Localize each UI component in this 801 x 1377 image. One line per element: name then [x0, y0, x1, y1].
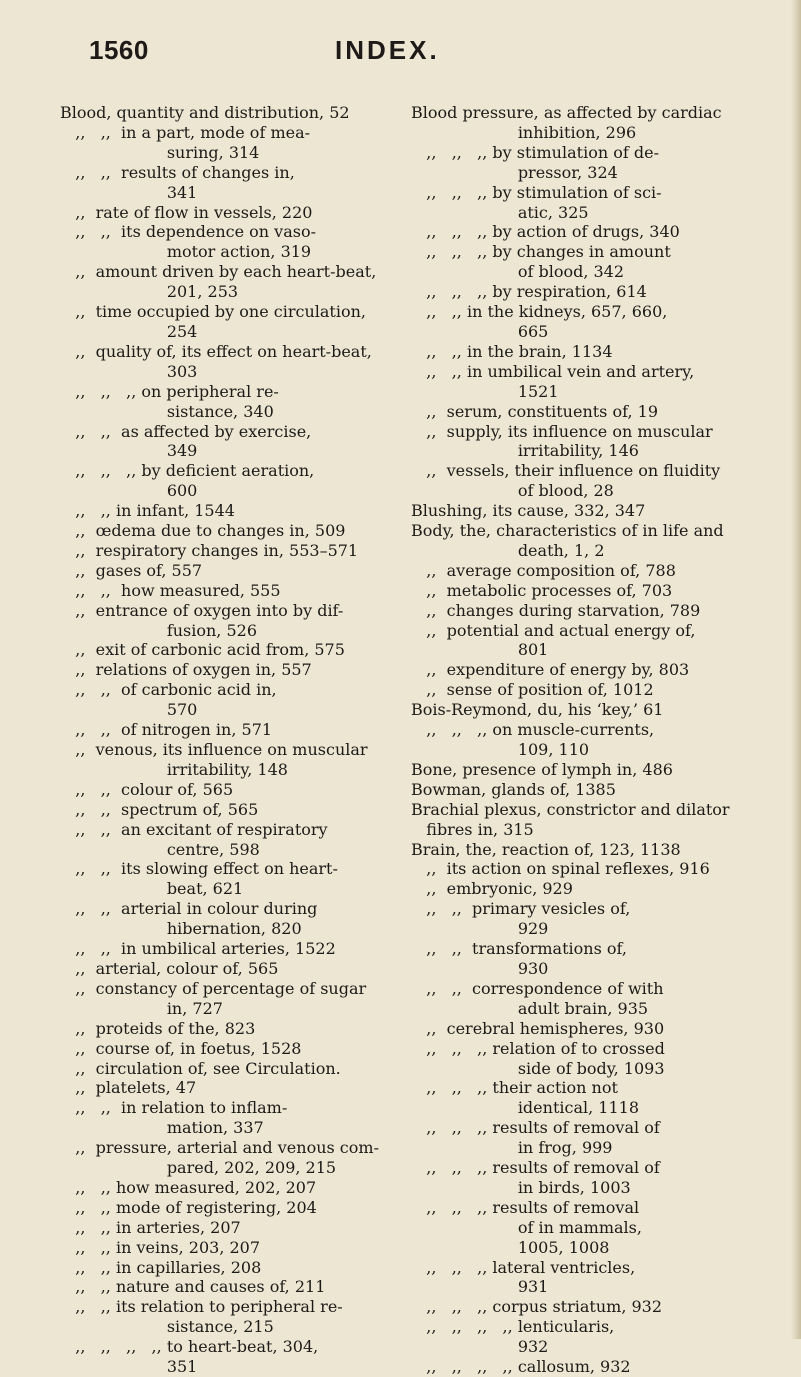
index-entry-line: ,, respiratory changes in, 553–571 — [60, 540, 359, 560]
index-entry-line: ,, constancy of percentage of sugar — [60, 978, 367, 998]
index-entry-line: 254 — [60, 321, 198, 341]
index-entry-line: ,, rate of flow in vessels, 220 — [60, 202, 313, 222]
index-entry-line: ,, relations of oxygen in, 557 — [60, 660, 312, 680]
index-entry-line: 109, 110 — [411, 740, 590, 759]
index-entry-line: 600 — [60, 481, 198, 501]
index-entry-line: 665 — [411, 321, 549, 341]
index-entry-line: ,, its action on spinal reflexes, 916 — [411, 859, 710, 879]
index-entry-line: ,, ,, primary vesicles of, — [411, 899, 631, 919]
index-entry-line: 349 — [60, 441, 198, 461]
index-entry-line: ,, course of, in foetus, 1528 — [60, 1038, 302, 1058]
index-entry-line: Bowman, glands of, 1385 — [411, 779, 616, 799]
index-entry-line: ,, arterial, colour of, 565 — [60, 958, 279, 978]
index-entry-line: ,, ,, of nitrogen in, 571 — [60, 720, 273, 740]
index-entry-line: ,, ,, in arteries, 207 — [60, 1217, 241, 1237]
index-entry-line: Blushing, its cause, 332, 347 — [411, 501, 646, 521]
index-entry-line: irritability, 148 — [60, 759, 288, 779]
index-entry-line: ,, ,, in infant, 1544 — [60, 501, 235, 521]
page-title: INDEX. — [335, 35, 440, 65]
index-entry-line: ,, ,, how measured, 555 — [60, 580, 281, 600]
index-entry-line: ,, ,, correspondence of with — [411, 978, 664, 998]
index-entry-line: ,, sense of position of, 1012 — [411, 680, 654, 700]
index-entry-line: ,, platelets, 47 — [60, 1078, 197, 1098]
index-entry-line: ,, potential and actual energy of, — [411, 620, 696, 640]
index-entry-line: inhibition, 296 — [411, 122, 637, 142]
index-entry-line: ,, ,, ,, by respiration, 614 — [411, 282, 647, 302]
index-entry-line: ,, ,, in umbilical vein and artery, — [411, 361, 695, 381]
index-entry-line: ,, embryonic, 929 — [411, 879, 573, 899]
index-entry-line: ,, œdema due to changes in, 509 — [60, 521, 346, 541]
index-entry-line: ,, ,, of carbonic acid in, — [60, 680, 277, 700]
index-entry-line: ,, metabolic processes of, 703 — [411, 580, 673, 600]
index-entry-line: of blood, 342 — [411, 262, 625, 282]
page-number: 1560 — [89, 35, 149, 65]
index-entry-line: 351 — [60, 1357, 198, 1377]
left-column — [60, 103, 386, 1377]
page-header — [0, 35, 801, 75]
index-entry-line: side of body, 1093 — [411, 1058, 665, 1078]
index-entry-line: ,, ,, its slowing effect on heart- — [60, 859, 338, 879]
index-entry-line: ,, ,, as affected by exercise, — [60, 421, 312, 441]
index-entry-line: Brachial plexus, constrictor and dilator — [411, 799, 730, 819]
page-edge-shadow — [791, 0, 801, 1339]
index-entry-line: ,, ,, mode of registering, 204 — [60, 1197, 317, 1217]
index-entry-line: ,, circulation of, see Circulation. — [60, 1058, 341, 1078]
index-entry-line: in birds, 1003 — [411, 1177, 631, 1197]
index-entry-line: ,, cerebral hemispheres, 930 — [411, 1018, 665, 1038]
index-entry-line: beat, 621 — [60, 879, 244, 899]
index-entry-line: ,, ,, ,, on muscle-currents, — [411, 720, 655, 740]
index-entry-line: ,, ,, ,, on peripheral re- — [60, 381, 279, 401]
index-entry-line: ,, ,, in a part, mode of mea- — [60, 122, 311, 142]
index-entry-line: Blood, quantity and distribution, 52 — [60, 103, 350, 122]
index-entry-line: ,, ,, ,, ,, callosum, 932 — [411, 1357, 631, 1377]
index-entry-line: ,, ,, in the kidneys, 657, 660, — [411, 302, 668, 322]
index-entry-line: ,, ,, ,, by deficient aeration, — [60, 461, 315, 481]
index-entry-line: sistance, 215 — [60, 1317, 274, 1337]
index-entry-line: ,, ,, ,, relation of to crossed — [411, 1038, 665, 1058]
index-entry-line: ,, ,, colour of, 565 — [60, 779, 234, 799]
index-entry-line: ,, ,, ,, results of removal of — [411, 1158, 660, 1178]
index-entry-line: ,, ,, its dependence on vaso- — [60, 222, 316, 242]
index-entry-line: ,, ,, ,, results of removal of — [411, 1118, 660, 1138]
index-entry-line: ,, ,, ,, corpus striatum, 932 — [411, 1297, 663, 1317]
index-entry-line: ,, time occupied by one circulation, — [60, 302, 366, 322]
index-entry-line: ,, ,, ,, their action not — [411, 1078, 618, 1098]
index-entry-line: pressor, 324 — [411, 162, 618, 182]
index-entry-line: ,, ,, results of changes in, — [60, 162, 295, 182]
index-entry-line: ,, supply, its influence on muscular — [411, 421, 713, 441]
index-entry-line: Blood pressure, as affected by cardiac — [411, 103, 722, 122]
index-entry-line: ,, venous, its influence on muscular — [60, 740, 368, 759]
index-entry-line: Brain, the, reaction of, 123, 1138 — [411, 839, 681, 859]
index-entry-line: in frog, 999 — [411, 1138, 613, 1158]
index-entry-line: ,, gases of, 557 — [60, 560, 203, 580]
index-entry-line: Bone, presence of lymph in, 486 — [411, 759, 673, 779]
index-entry-line: 341 — [60, 182, 198, 202]
index-entry-line: fibres in, 315 — [411, 819, 534, 839]
index-entry-line: fusion, 526 — [60, 620, 258, 640]
index-entry-line: ,, ,, in umbilical arteries, 1522 — [60, 939, 336, 959]
right-column — [411, 103, 748, 1377]
index-entry-line: 303 — [60, 361, 198, 381]
index-entry-line: 570 — [60, 700, 198, 720]
index-entry-line: ,, ,, ,, ,, lenticularis, — [411, 1317, 615, 1337]
index-entry-line: ,, average composition of, 788 — [411, 560, 676, 580]
index-entry-line: death, 1, 2 — [411, 540, 605, 560]
index-entry-line: identical, 1118 — [411, 1098, 639, 1118]
index-entry-line: ,, ,, ,, by stimulation of sci- — [411, 182, 662, 202]
index-entry-line: 801 — [411, 640, 549, 660]
index-entry-line: ,, expenditure of energy by, 803 — [411, 660, 690, 680]
index-entry-line: 1521 — [411, 381, 559, 401]
index-entry-line: in, 727 — [60, 998, 223, 1018]
index-entry-line: ,, ,, its relation to peripheral re- — [60, 1297, 343, 1317]
index-entry-line: ,, amount driven by each heart-beat, — [60, 262, 377, 282]
index-entry-line: adult brain, 935 — [411, 998, 649, 1018]
index-entry-line: ,, ,, ,, by stimulation of de- — [411, 142, 659, 162]
index-entry-line: ,, ,, in veins, 203, 207 — [60, 1237, 261, 1257]
index-entry-line: ,, ,, in capillaries, 208 — [60, 1257, 262, 1277]
right-entry-list — [411, 103, 748, 1377]
index-entry-line: centre, 598 — [60, 839, 260, 859]
index-entry-line: Bois-Reymond, du, his ‘key,’ 61 — [411, 700, 664, 720]
index-entry-line: ,, ,, ,, lateral ventricles, — [411, 1257, 636, 1277]
index-entry-line: pared, 202, 209, 215 — [60, 1158, 337, 1178]
index-entry-line: suring, 314 — [60, 142, 260, 162]
index-entry-line: ,, serum, constituents of, 19 — [411, 401, 658, 421]
index-entry-line: ,, ,, spectrum of, 565 — [60, 799, 259, 819]
index-entry-line: ,, ,, arterial in colour during — [60, 899, 318, 919]
index-entry-line: ,, ,, ,, ,, to heart-beat, 304, — [60, 1337, 319, 1357]
index-entry-line: atic, 325 — [411, 202, 589, 222]
index-entry-line: 201, 253 — [60, 282, 239, 302]
index-entry-line: ,, proteids of the, 823 — [60, 1018, 256, 1038]
index-entry-line: ,, exit of carbonic acid from, 575 — [60, 640, 345, 660]
index-entry-line: ,, ,, how measured, 202, 207 — [60, 1177, 317, 1197]
index-entry-line: ,, ,, nature and causes of, 211 — [60, 1277, 326, 1297]
index-entry-line: ,, ,, ,, by changes in amount — [411, 242, 671, 262]
index-entry-line: ,, ,, in the brain, 1134 — [411, 341, 613, 361]
index-entry-line: 1005, 1008 — [411, 1237, 610, 1257]
index-entry-line: 930 — [411, 958, 549, 978]
index-entry-line: ,, changes during starvation, 789 — [411, 600, 701, 620]
index-entry-line: ,, ,, in relation to inflam- — [60, 1098, 288, 1118]
index-entry-line: hibernation, 820 — [60, 919, 302, 939]
index-entry-line: sistance, 340 — [60, 401, 274, 421]
index-entry-line: ,, quality of, its effect on heart-beat, — [60, 341, 372, 361]
index-entry-line: ,, ,, ,, by action of drugs, 340 — [411, 222, 680, 242]
index-entry-line: ,, vessels, their influence on fluidity — [411, 461, 721, 481]
index-entry-line: 931 — [411, 1277, 549, 1297]
index-entry-line: 929 — [411, 919, 549, 939]
index-entry-line: ,, ,, ,, results of removal — [411, 1197, 640, 1217]
index-entry-line: mation, 337 — [60, 1118, 264, 1138]
index-entry-line: of blood, 28 — [411, 481, 614, 501]
index-entry-line: Body, the, characteristics of in life and — [411, 521, 724, 541]
index-entry-line: of in mammals, — [411, 1217, 642, 1237]
index-entry-line: irritability, 146 — [411, 441, 639, 461]
index-entry-line: ,, ,, an excitant of respiratory — [60, 819, 328, 839]
index-entry-line: ,, ,, transformations of, — [411, 939, 627, 959]
left-entry-list — [60, 103, 386, 1377]
index-entry-line: ,, entrance of oxygen into by dif- — [60, 600, 344, 620]
index-entry-line: 932 — [411, 1337, 549, 1357]
index-entry-line: motor action, 319 — [60, 242, 312, 262]
index-entry-line: ,, pressure, arterial and venous com- — [60, 1138, 379, 1158]
